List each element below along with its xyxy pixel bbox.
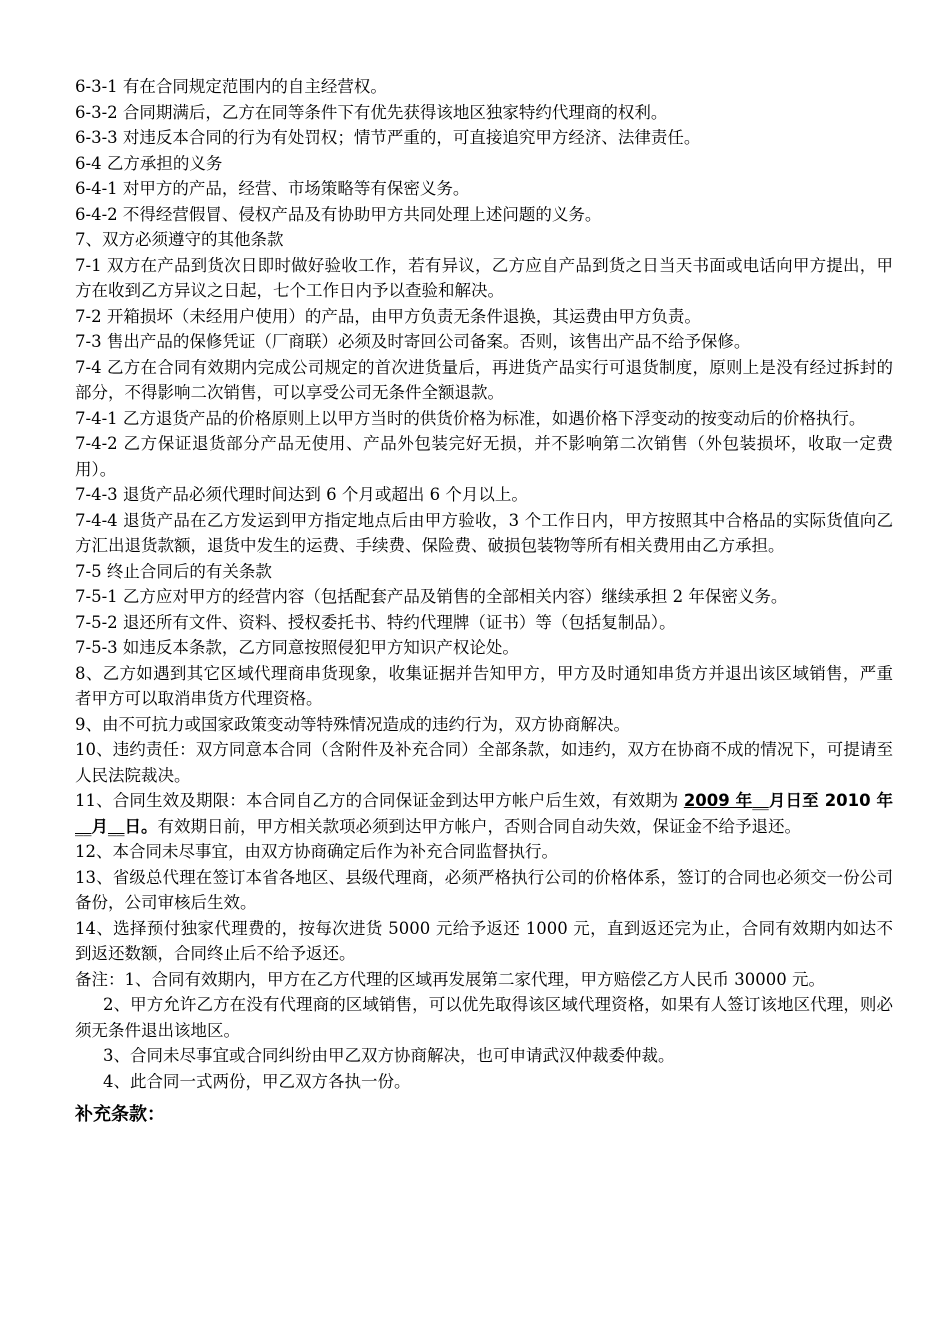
clause-7-4-4: 7-4-4 退货产品在乙方发运到甲方指定地点后由甲方验收，3 个工作日内，甲方按照其中合格品的实际货值向乙方汇出退货款额，退货中发生的运费、手续费、保险费、破损包装物等所有相关费用由乙方承担。 xyxy=(75,510,893,555)
remarks-1: 备注：1、合同有效期内，甲方在乙方代理的区域再发展第二家代理，甲方赔偿乙方人民币 30000 元。 xyxy=(75,969,825,989)
clause-13: 13、省级总代理在签订本省各地区、县级代理商，必须严格执行公司的价格体系，签订的合同也必须交一份公司备份，公司审核后生效。 xyxy=(75,867,893,912)
clause-11-end-month: 月 xyxy=(91,816,108,836)
remarks-2: 2、甲方允许乙方在没有代理商的区域销售，可以优先取得该区域代理资格，如果有人签订该地区代理，则必须无条件退出该地区。 xyxy=(75,995,893,1040)
clause-7-heading: 7、双方必须遵守的其他条款 xyxy=(75,230,284,249)
clause-7-1: 7-1 双方在产品到货次日即时做好验收工作，若有异议，乙方应自产品到货之日当天书面或电话向甲方提出，甲方在收到乙方异议之日起，七个工作日内予以查验和解决。 xyxy=(75,255,893,300)
document-page xyxy=(75,74,893,1129)
clause-7-4-2: 7-4-2 乙方保证退货部分产品无使用、产品外包装完好无损，并不影响第二次销售（外包装损坏，收取一定费用）。 xyxy=(75,434,893,479)
clause-7-5-1: 7-5-1 乙方应对甲方的经营内容（包括配套产品及销售的全部相关内容）继续承担 2 年保密义务。 xyxy=(75,587,788,606)
clause-6-4-1: 6-4-1 对甲方的产品，经营、市场策略等有保密义务。 xyxy=(75,179,470,198)
clause-11-prefix: 11、合同生效及期限：本合同自乙方的合同保证金到达甲方帐户后生效，有效期为 xyxy=(75,791,684,810)
clause-11-month: 月 xyxy=(768,791,786,810)
clause-6-4-heading: 6-4 乙方承担的义务 xyxy=(75,153,223,173)
clause-7-5-3: 7-5-3 如违反本条款，乙方同意按照侵犯甲方知识产权论处。 xyxy=(75,638,519,657)
clause-11-start-year: 2009 年 xyxy=(683,791,753,810)
clause-11-blank-end-month: __ xyxy=(75,816,92,836)
remarks-4: 4、此合同一式两份，甲乙双方各执一份。 xyxy=(103,1071,411,1091)
clause-7-4: 7-4 乙方在合同有效期内完成公司规定的首次进货量后，再进货产品实行可退货制度，原则上是没有经过拆封的部分，不得影响二次销售，可以享受公司无条件全额退款。 xyxy=(75,357,893,402)
clause-11-blank-month: __ xyxy=(752,791,769,810)
clause-11 xyxy=(75,788,893,839)
clauses-part-2 xyxy=(75,839,893,992)
clause-11-suffix: 有效期日前，甲方相关款项必须到达甲方帐户，否则合同自动失效，保证金不给予退还。 xyxy=(157,816,801,836)
remarks-3: 3、合同未尽事宜或合同纠纷由甲乙双方协商解决，也可申请武汉仲裁委仲裁。 xyxy=(103,1046,675,1065)
clause-11-day: 日。 xyxy=(124,816,158,836)
clause-7-5-heading: 7-5 终止合同后的有关条款 xyxy=(75,561,272,581)
clause-10: 10、违约责任：双方同意本合同（含附件及补充合同）全部条款，如违约，双方在协商不成的情况下，可提请至人民法院裁决。 xyxy=(75,740,893,785)
clause-7-3: 7-3 售出产品的保修凭证（厂商联）必须及时寄回公司备案。否则，该售出产品不给予保修。 xyxy=(75,332,751,351)
clause-7-4-1: 7-4-1 乙方退货产品的价格原则上以甲方当时的供货价格为标准，如遇价格下浮变动的按变动后的价格执行。 xyxy=(75,408,866,428)
clause-7-2: 7-2 开箱损坏（未经用户使用）的产品，由甲方负责无条件退换，其运费由甲方负责。 xyxy=(75,306,701,326)
clause-11-blank-day: __ xyxy=(108,816,125,836)
remarks-list xyxy=(75,992,893,1094)
clause-6-3-2: 6-3-2 合同期满后，乙方在同等条件下有优先获得该地区独家特约代理商的权利。 xyxy=(75,102,668,122)
clause-7-5-2: 7-5-2 退还所有文件、资料、授权委托书、特约代理牌（证书）等（包括复制品）。 xyxy=(75,612,676,632)
clause-6-3-1: 6-3-1 有在合同规定范围内的自主经营权。 xyxy=(75,77,387,96)
supplement-heading: 补充条款： xyxy=(75,1104,165,1125)
clause-14: 14、选择预付独家代理费的，按每次进货 5000 元给予返还 1000 元，直到返还完为止，合同有效期内如达不到返还数额，合同终止后不给予返还。 xyxy=(75,918,893,963)
clause-7-4-3: 7-4-3 退货产品必须代理时间达到 6 个月或超出 6 个月以上。 xyxy=(75,485,528,504)
clause-12: 12、本合同未尽事宜，由双方协商确定后作为补充合同监督执行。 xyxy=(75,842,558,861)
clause-8: 8、乙方如遇到其它区域代理商串货现象，收集证据并告知甲方，甲方及时通知串货方并退出该区域销售，严重者甲方可以取消串货方代理资格。 xyxy=(75,663,893,708)
clause-6-4-2: 6-4-2 不得经营假冒、侵权产品及有协助甲方共同处理上述问题的义务。 xyxy=(75,204,602,224)
clause-11-end-year: 日至 2010 年 xyxy=(785,791,894,810)
clause-9: 9、由不可抗力或国家政策变动等特殊情况造成的违约行为，双方协商解决。 xyxy=(75,714,630,734)
clauses-part-1 xyxy=(75,74,893,788)
clause-6-3-3: 6-3-3 对违反本合同的行为有处罚权；情节严重的，可直接追究甲方经济、法律责任。 xyxy=(75,128,701,147)
